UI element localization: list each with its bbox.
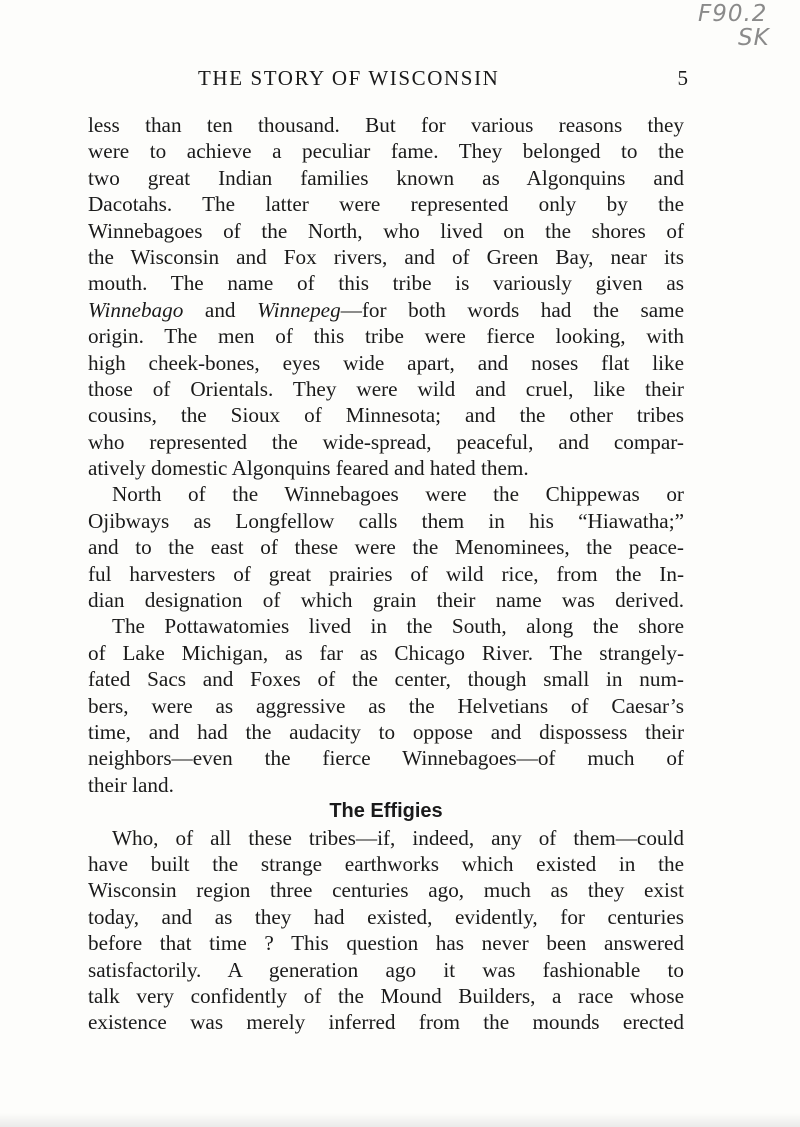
text-line: mouth. The name of this tribe is variously given as [88, 271, 684, 296]
text-line: two great Indian families known as Algonquins and [88, 165, 684, 190]
annotation-line-1: F90.2 [698, 1, 768, 27]
text-line: existence was merely inferred from the mounds erected [88, 1010, 684, 1035]
text-line: satisfactorily. A generation ago it was fashionable to [88, 957, 684, 982]
text-line: time, and had the audacity to oppose and dispossess their [88, 719, 684, 744]
text-line: Winnebagoes of the North, who lived on the shores of [88, 218, 684, 243]
text-line: before that time ? This question has never been answered [88, 931, 684, 956]
text-line: cousins, the Sioux of Minnesota; and the other tribes [88, 403, 684, 428]
text-line: Wisconsin region three centuries ago, much as they exist [88, 878, 684, 903]
page-edge-shadow [0, 1113, 800, 1127]
text-line: their land. [88, 772, 174, 797]
text-line: of Lake Michigan, as far as Chicago River. The strangely- [88, 640, 684, 665]
text-line: origin. The men of this tribe were fierce looking, with [88, 324, 684, 349]
text-line: who represented the wide-spread, peaceful, and compar- [88, 429, 684, 454]
italic-winnepeg: Winnepeg [257, 297, 341, 322]
section-heading: The Effigies [329, 800, 443, 823]
text-line-winnebago [88, 297, 684, 323]
annotation-line-2: SK [738, 25, 770, 51]
text-line: those of Orientals. They were wild and cruel, like their [88, 376, 684, 401]
text-line: The Pottawatomies lived in the South, along the shore [112, 614, 684, 639]
text-line: ful harvesters of great prairies of wild rice, from the In- [88, 561, 684, 586]
text-line: atively domestic Algonquins feared and hated them. [88, 456, 529, 481]
text-line: have built the strange earthworks which existed in the [88, 851, 684, 876]
text-line: North of the Winnebagoes were the Chippewas or [112, 482, 684, 507]
running-head [88, 66, 688, 96]
page-number: 5 [677, 66, 688, 90]
text-line: bers, were as aggressive as the Helvetians of Caesar’s [88, 693, 684, 718]
text-fragment: —for both words had the same [340, 297, 685, 322]
text-line: less than ten thousand. But for various reasons they [88, 113, 684, 137]
text-line: fated Sacs and Foxes of the center, though small in num- [88, 667, 684, 692]
text-line: talk very confidently of the Mound Builders, a race whose [88, 983, 684, 1008]
text-line: the Wisconsin and Fox rivers, and of Green Bay, near its [88, 244, 684, 269]
handwritten-annotation [698, 2, 770, 50]
text-line: and to the east of these were the Menominees, the peace- [88, 535, 684, 560]
text-line: Who, of all these tribes—if, indeed, any of them—could [112, 825, 684, 850]
text-line: today, and as they had existed, evidently, for centuries [88, 904, 684, 929]
text-line: dian designation of which grain their name was derived. [88, 588, 684, 613]
text-fragment: and [183, 297, 258, 322]
text-line: were to achieve a peculiar fame. They belonged to the [88, 139, 684, 164]
body-text [88, 112, 684, 1036]
text-line: Dacotahs. The latter were represented only by the [88, 192, 684, 217]
italic-winnebago: Winnebago [88, 297, 184, 322]
text-line: neighbors—even the fierce Winnebagoes—of much of [88, 746, 684, 771]
running-title: THE STORY OF WISCONSIN [198, 66, 500, 90]
text-line: high cheek-bones, eyes wide apart, and noses flat like [88, 350, 684, 375]
text-line: Ojibways as Longfellow calls them in his “Hiawatha;” [88, 508, 684, 533]
